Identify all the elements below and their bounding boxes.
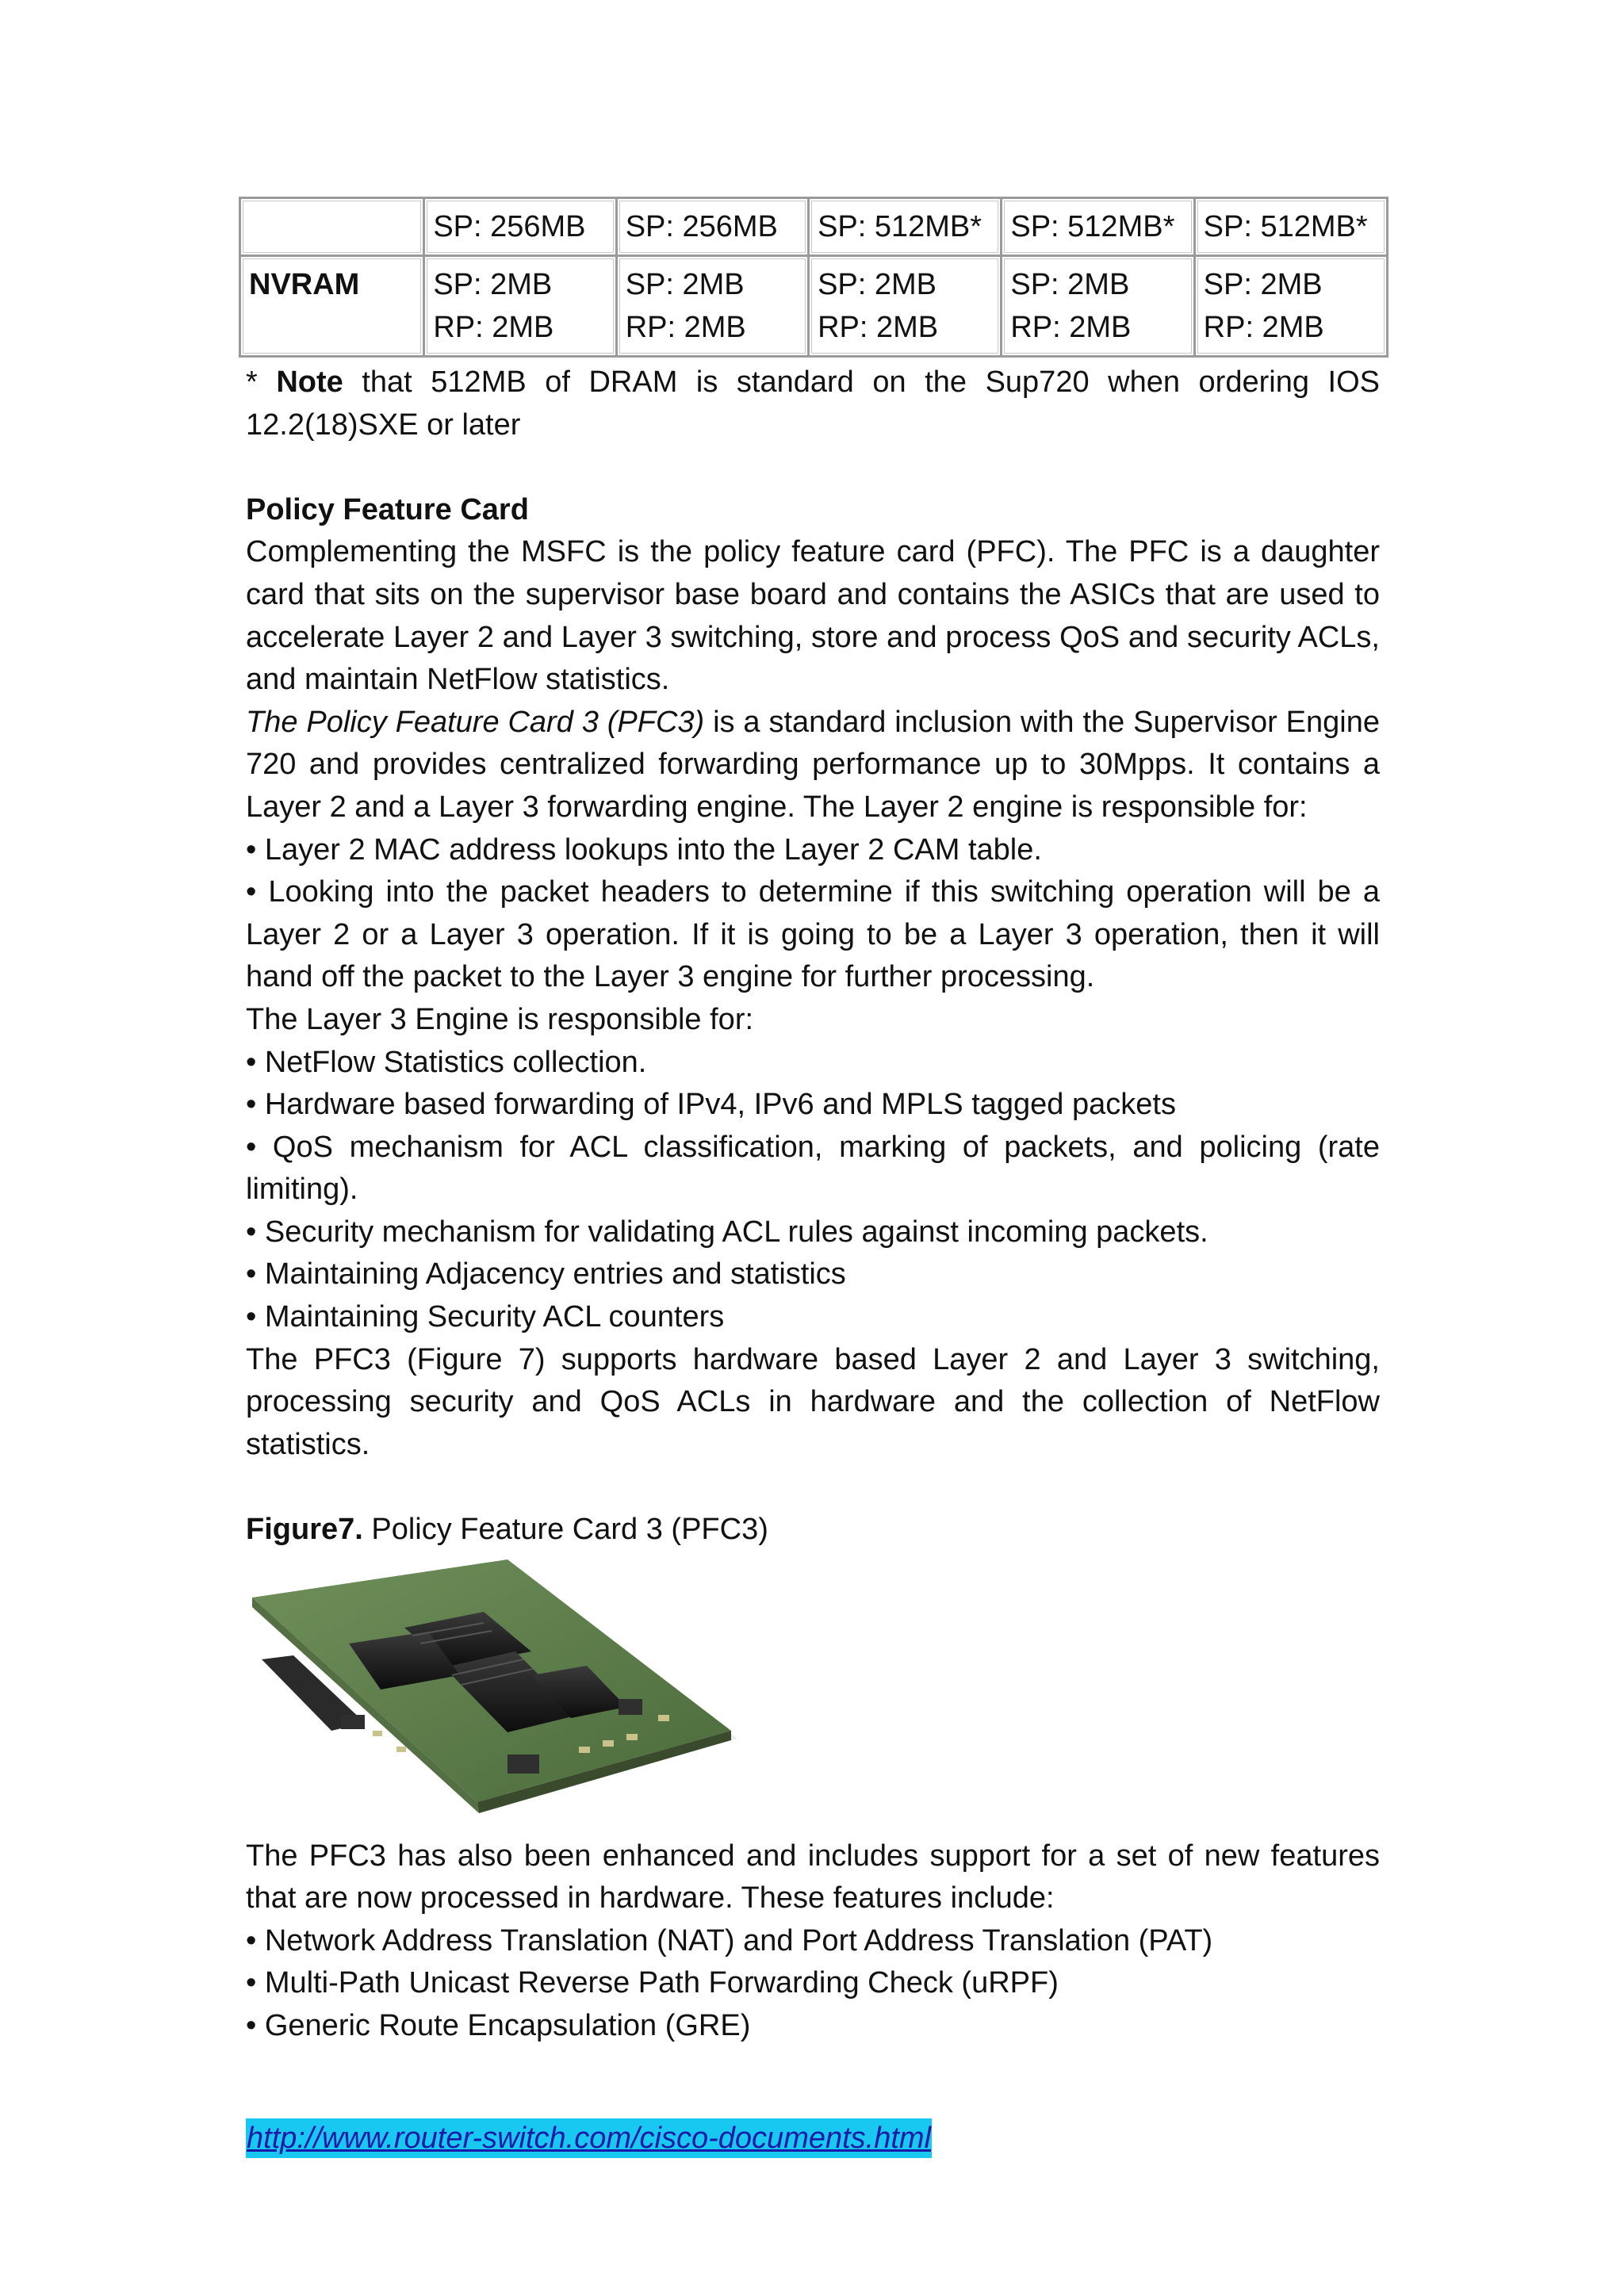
table-cell	[424, 256, 616, 357]
cell-line: SP: 256MB	[433, 210, 586, 243]
dram-note: * Note that 512MB of DRAM is standard on the Sup720 when ordering IOS 12.2(18)SXE or later	[246, 365, 1380, 442]
table-cell	[616, 198, 808, 256]
list-item: • Hardware based forwarding of IPv4, IPv6 and MPLS tagged packets	[246, 1088, 1176, 1122]
paragraph: The PFC3 (Figure 7) supports hardware based Layer 2 and Layer 3 switching, processing security and QoS ACLs in hardware and the collection of NetFlow statistics.	[246, 1342, 1380, 1461]
table-cell	[809, 256, 1002, 357]
table-cell	[1002, 198, 1194, 256]
footer-link[interactable]: http://www.router-switch.com/cisco-documents.html	[246, 2118, 932, 2158]
cell-line: RP: 2MB	[1010, 311, 1132, 344]
list-item: • Generic Route Encapsulation (GRE)	[246, 2009, 751, 2042]
cell-line: SP: 256MB	[625, 210, 778, 243]
list-item: • QoS mechanism for ACL classification, marking of packets, and policing (rate limiting).	[246, 1130, 1380, 1207]
list-item: • Looking into the packet headers to determine if this switching operation will be a Layer 2 or a Layer 3 operation. If it is going to be a Layer 3 operation, then it will hand off the packet to the Layer 3 engine for further processing.	[246, 875, 1380, 994]
list-item: • Network Address Translation (NAT) and Port Address Translation (PAT)	[246, 1923, 1213, 1957]
list-item: • NetFlow Statistics collection.	[246, 1045, 647, 1079]
cell-line: RP: 2MB	[433, 311, 554, 344]
table-cell	[616, 256, 808, 357]
list-item: • Maintaining Adjacency entries and statistics	[246, 1257, 846, 1292]
list-item: • Layer 2 MAC address lookups into the Layer 2 CAM table.	[246, 832, 1042, 867]
cell-line: SP: 512MB*	[1010, 210, 1175, 243]
cell-line: SP: 2MB	[1010, 268, 1130, 301]
spec-table	[239, 197, 1388, 358]
list-item: • Multi-Path Unicast Reverse Path Forwarding Check (uRPF)	[246, 1966, 1059, 2000]
cell-line: SP: 2MB	[818, 268, 937, 301]
section-heading: Policy Feature Card	[246, 492, 529, 526]
cell-line: RP: 2MB	[818, 311, 939, 344]
list-item: • Security mechanism for validating ACL rules against incoming packets.	[246, 1215, 1208, 1249]
paragraph: The Policy Feature Card 3 (PFC3) is a standard inclusion with the Supervisor Engine 720 and provides centralized forwarding performance up to 30Mpps. It contains a Layer 2 and a Layer 3 forwarding engine. The Layer 2 engine is responsible for:	[246, 705, 1381, 824]
paragraph: Complementing the MSFC is the policy feature card (PFC). The PFC is a daughter card that sits on the supervisor base board and contains the ASICs that are used to accelerate Layer 2 and Layer 3 switching, store and process QoS and security ACLs, and maintain NetFlow statistics.	[246, 535, 1380, 697]
cell-line: SP: 512MB*	[818, 210, 982, 243]
table-cell	[1002, 256, 1194, 357]
table-cell	[1194, 256, 1387, 357]
cell-line: SP: 2MB	[625, 268, 745, 301]
paragraph: The PFC3 has also been enhanced and includes support for a set of new features that are now processed in hardware. These features include:	[246, 1839, 1380, 1915]
pfc3-card-image	[246, 1556, 737, 1826]
paragraph: The Layer 3 Engine is responsible for:	[246, 1002, 754, 1036]
table-cell	[424, 198, 616, 256]
table-row	[240, 256, 1388, 357]
cell-line: RP: 2MB	[625, 311, 746, 344]
cell-line: SP: 2MB	[1203, 268, 1323, 301]
document-body	[246, 362, 1380, 2048]
list-item: • Maintaining Security ACL counters	[246, 1300, 725, 1334]
row-label	[240, 198, 424, 256]
row-label: NVRAM	[240, 256, 424, 357]
table-cell	[1194, 198, 1387, 256]
table-row	[240, 198, 1388, 256]
table-cell	[809, 198, 1002, 256]
cell-line: SP: 512MB*	[1203, 210, 1368, 243]
cell-line: RP: 2MB	[1203, 311, 1324, 344]
figure-caption: Figure7. Policy Feature Card 3 (PFC3)	[246, 1513, 768, 1547]
cell-line: SP: 2MB	[433, 268, 553, 301]
